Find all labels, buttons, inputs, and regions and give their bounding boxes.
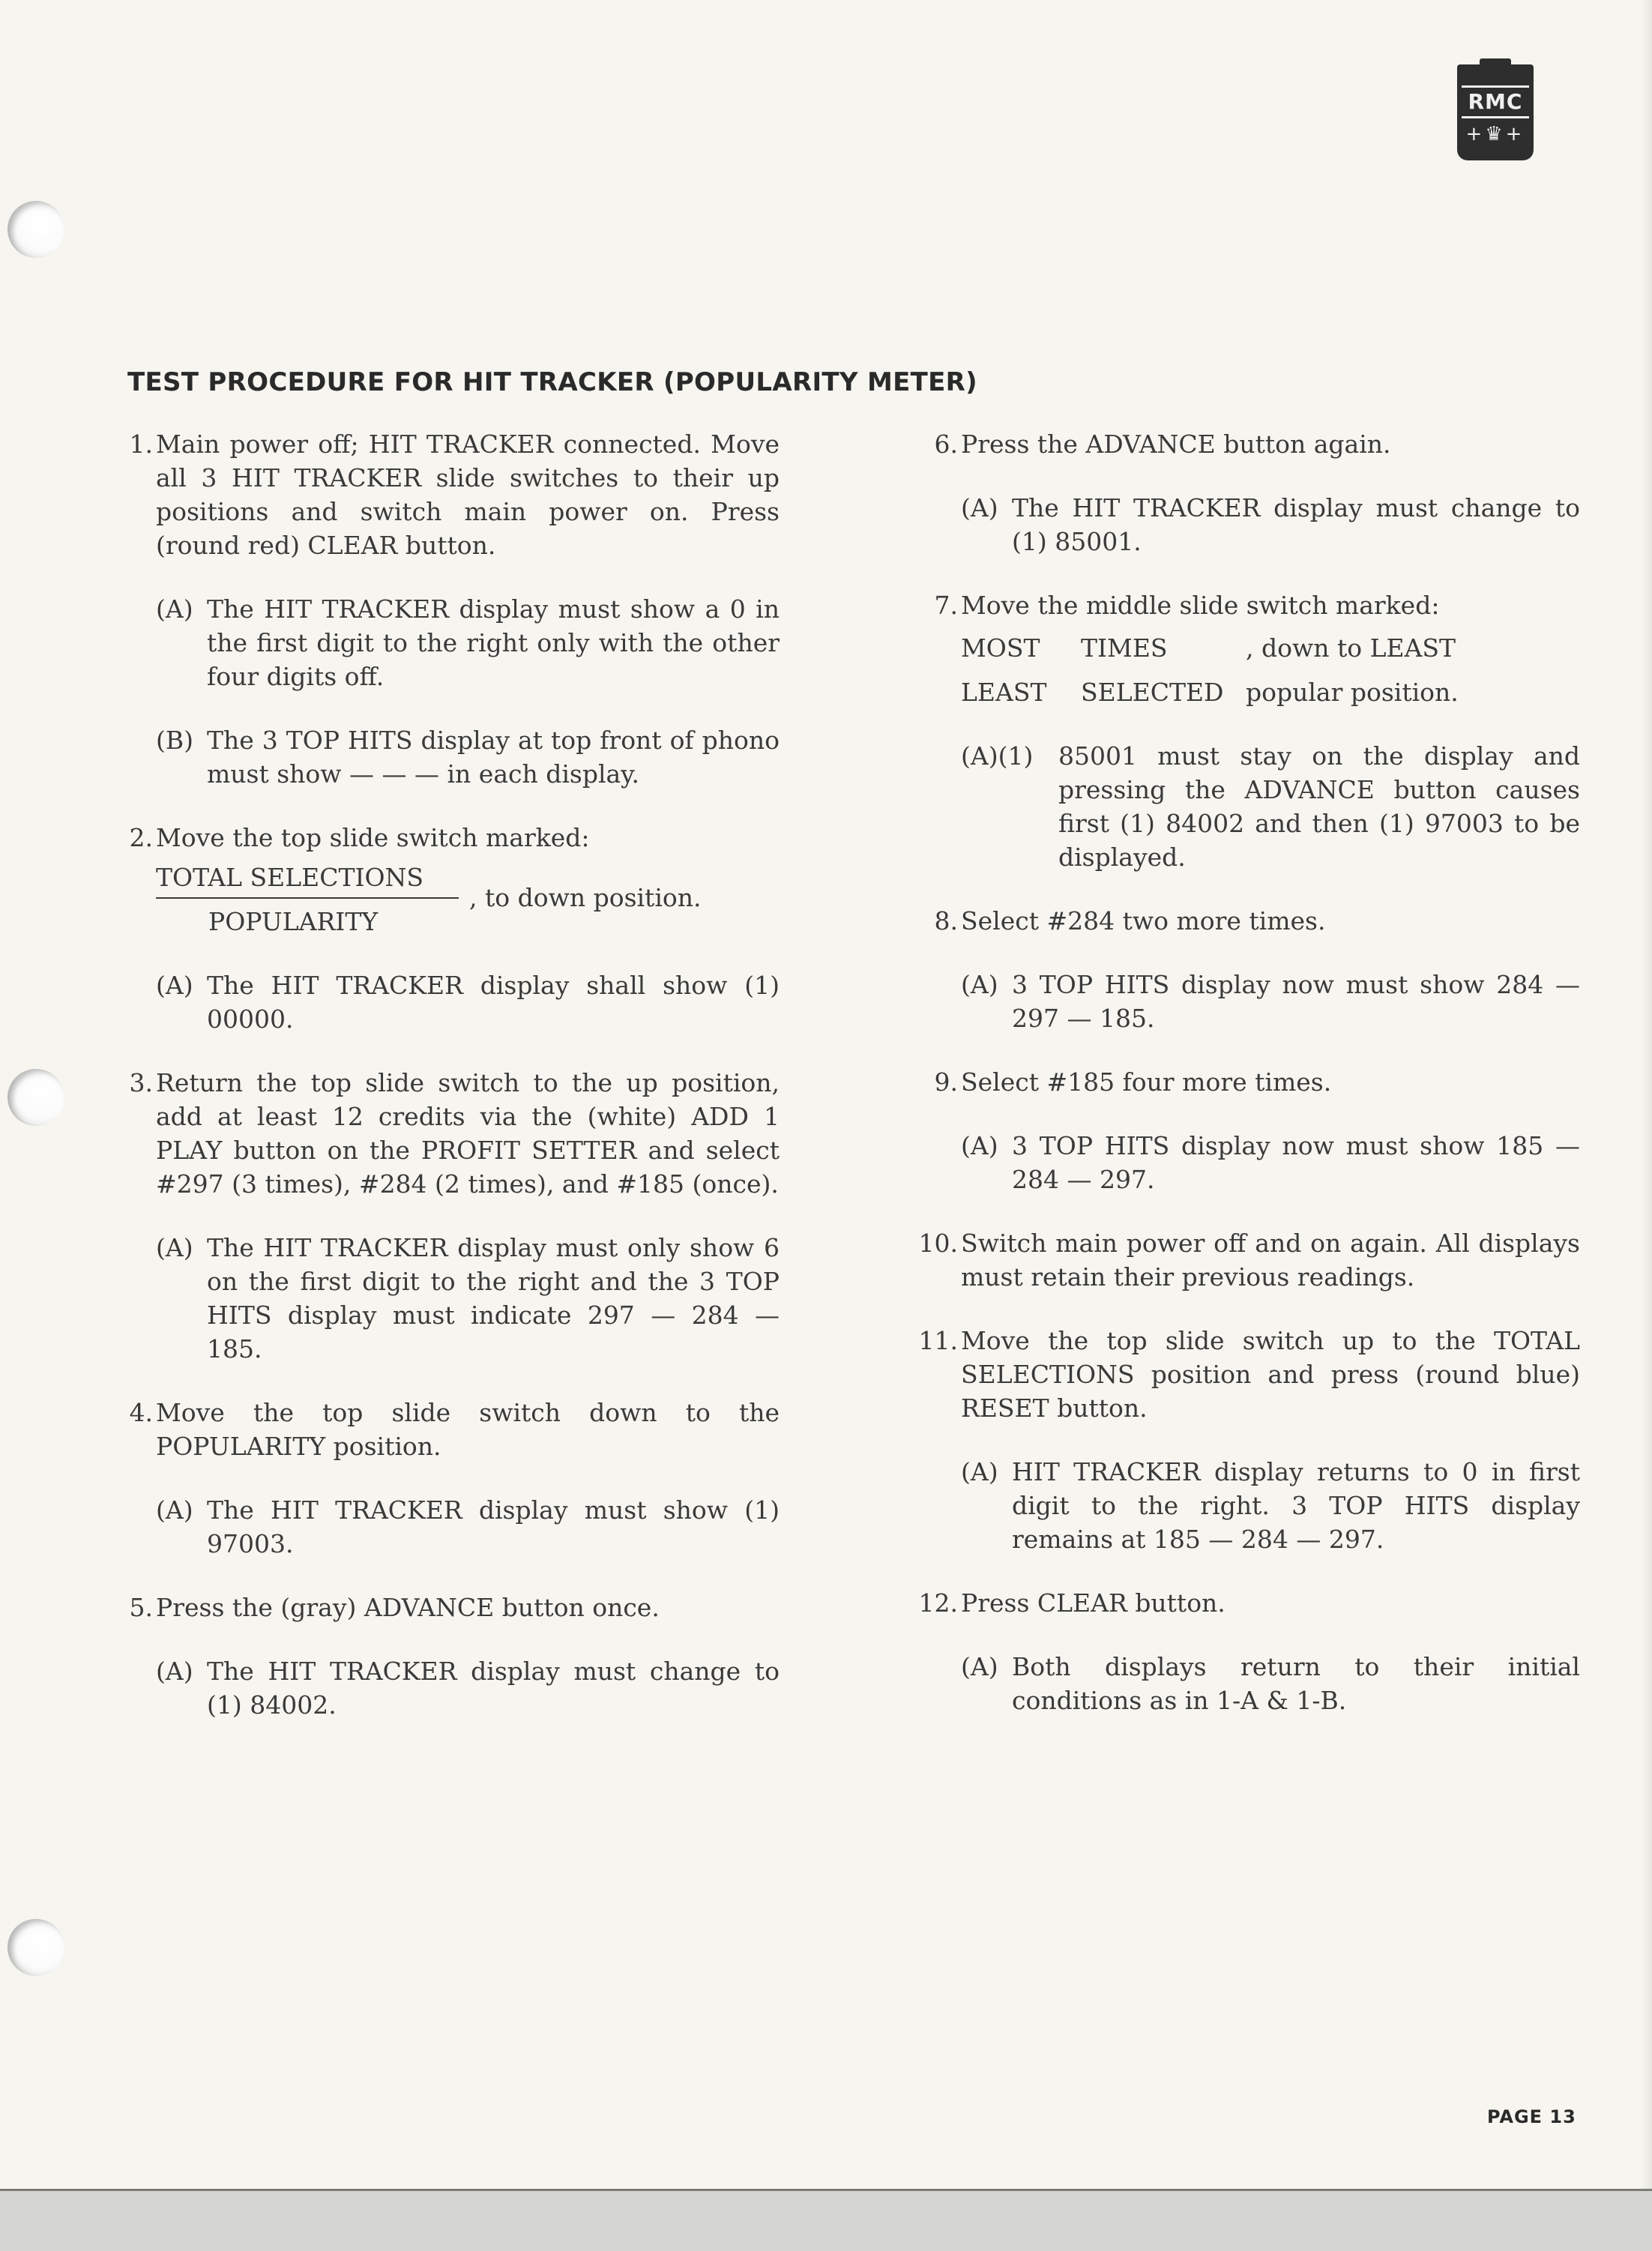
step-4	[120, 1396, 780, 1561]
substep-text: 85001 must stay on the display and pressing the ADVANCE button causes first (1) 84002 and then (1) 97003 to be displayed.	[1058, 741, 1580, 872]
substep-label: (A)	[156, 1233, 193, 1262]
substep-text: The HIT TRACKER display must change to (1) 85001.	[1012, 493, 1580, 556]
substep	[961, 739, 1580, 874]
binder-hole	[7, 1919, 64, 1976]
step-number: 3.	[129, 1068, 153, 1097]
substep-label: (A)	[961, 493, 998, 522]
step-text: Move the top slide switch up to the TOTAL SELECTIONS position and press (round blue) RESET button.	[961, 1326, 1580, 1423]
step-number: 12.	[918, 1588, 958, 1618]
step-3	[120, 1066, 780, 1366]
substep	[156, 592, 780, 693]
substep	[156, 723, 780, 791]
step-number: 1.	[129, 430, 153, 459]
step-text: Return the top slide switch to the up position, add at least 12 credits via the (white) ADD 1 PLAY button on the PROFIT SETTER and select #297 (3 times), #284 (2 times), and #185 (once).	[156, 1068, 780, 1199]
switch-bottom-label: POPULARITY	[208, 907, 379, 936]
logo-text: RMC	[1462, 85, 1529, 118]
step-text: Switch main power off and on again. All displays must retain their previous readings.	[961, 1229, 1580, 1292]
switch-label-table	[961, 631, 1580, 709]
switch-label: SELECTED	[1081, 678, 1224, 707]
step-5	[120, 1591, 780, 1722]
binder-hole	[7, 201, 64, 258]
substep-label: (A)	[156, 971, 193, 1000]
crown-icon: +♛+	[1465, 123, 1525, 145]
page-title: TEST PROCEDURE FOR HIT TRACKER (POPULARITY METER)	[127, 367, 977, 397]
step-text: Move the middle slide switch marked:	[961, 591, 1440, 620]
step-number: 2.	[129, 823, 153, 852]
substep-text: The HIT TRACKER display must only show 6 on the first digit to the right and the 3 TOP HITS display must indicate 297 — 284 — 185.	[207, 1233, 780, 1363]
left-column	[120, 427, 780, 1752]
substep-label: (A)	[961, 1652, 998, 1681]
step-number: 9.	[934, 1067, 958, 1097]
substep-text: The HIT TRACKER display must show (1) 97003.	[207, 1495, 780, 1558]
switch-top-label: TOTAL SELECTIONS	[156, 861, 459, 899]
substep-label: (A)	[961, 970, 998, 999]
page-number: PAGE 13	[1487, 2106, 1576, 2127]
substep-text: The HIT TRACKER display must show a 0 in the first digit to the right only with the other four digits off.	[207, 594, 780, 691]
switch-label: TIMES	[1081, 633, 1168, 663]
step-2	[120, 821, 780, 1036]
step-text: Move the top slide switch down to the POPULARITY position.	[156, 1398, 780, 1461]
right-column	[905, 427, 1580, 1747]
step-9	[905, 1065, 1580, 1196]
step-number: 10.	[918, 1229, 958, 1258]
step-1	[120, 427, 780, 791]
step-text: Move the top slide switch marked:	[156, 823, 590, 852]
substep-text: Both displays return to their initial conditions as in 1-A & 1-B.	[1012, 1652, 1580, 1715]
step-text: Press the ADVANCE button again.	[961, 430, 1391, 459]
switch-suffix: , to down position.	[469, 883, 702, 912]
substep-text: 3 TOP HITS display now must show 185 — 284 — 297.	[1012, 1131, 1580, 1194]
step-number: 5.	[129, 1593, 153, 1622]
page-edge	[1642, 0, 1652, 2189]
substep-label: (A)	[961, 1457, 998, 1486]
step-number: 6.	[934, 430, 958, 459]
substep-label: (B)	[156, 726, 193, 755]
step-text: Press the (gray) ADVANCE button once.	[156, 1593, 660, 1622]
step-7	[905, 588, 1580, 874]
step-12	[905, 1586, 1580, 1717]
substep	[156, 968, 780, 1036]
step-10	[905, 1226, 1580, 1294]
substep-label: (A)(1)	[961, 741, 1034, 771]
substep-text: 3 TOP HITS display now must show 284 — 297 — 185.	[1012, 970, 1580, 1033]
switch-suffix: , down to LEAST	[1246, 633, 1456, 663]
substep-text: HIT TRACKER display returns to 0 in first digit to the right. 3 TOP HITS display remains at 185 — 284 — 297.	[1012, 1457, 1580, 1554]
switch-label: MOST	[961, 633, 1040, 663]
substep	[156, 1654, 780, 1722]
substep	[961, 968, 1580, 1035]
substep	[961, 1650, 1580, 1717]
scan-bottom-edge	[0, 2189, 1652, 2251]
switch-suffix: popular position.	[1246, 678, 1459, 707]
step-8	[905, 904, 1580, 1035]
substep	[156, 1493, 780, 1561]
switch-label-fraction	[156, 861, 780, 938]
step-text: Select #284 two more times.	[961, 906, 1326, 935]
substep-label: (A)	[156, 1495, 193, 1525]
substep	[961, 1455, 1580, 1556]
rmc-logo	[1457, 64, 1534, 160]
step-number: 7.	[934, 591, 958, 620]
step-11	[905, 1324, 1580, 1556]
step-text: Main power off; HIT TRACKER connected. Move all 3 HIT TRACKER slide switches to their up positions and switch main power on. Press (round red) CLEAR button.	[156, 430, 780, 560]
substep-label: (A)	[156, 1657, 193, 1686]
step-number: 8.	[934, 906, 958, 935]
substep-text: The HIT TRACKER display shall show (1) 00000.	[207, 971, 780, 1034]
switch-label: LEAST	[961, 678, 1047, 707]
substep	[961, 491, 1580, 558]
binder-hole	[7, 1069, 64, 1126]
substep-label: (A)	[156, 594, 193, 624]
step-text: Press CLEAR button.	[961, 1588, 1226, 1618]
substep	[961, 1129, 1580, 1196]
step-number: 4.	[129, 1398, 153, 1427]
substep-label: (A)	[961, 1131, 998, 1160]
substep-text: The 3 TOP HITS display at top front of phono must show — — — in each display.	[207, 726, 780, 789]
substep-text: The HIT TRACKER display must change to (1) 84002.	[207, 1657, 780, 1720]
step-text: Select #185 four more times.	[961, 1067, 1332, 1097]
step-6	[905, 427, 1580, 558]
step-number: 11.	[918, 1326, 958, 1355]
substep	[156, 1231, 780, 1366]
